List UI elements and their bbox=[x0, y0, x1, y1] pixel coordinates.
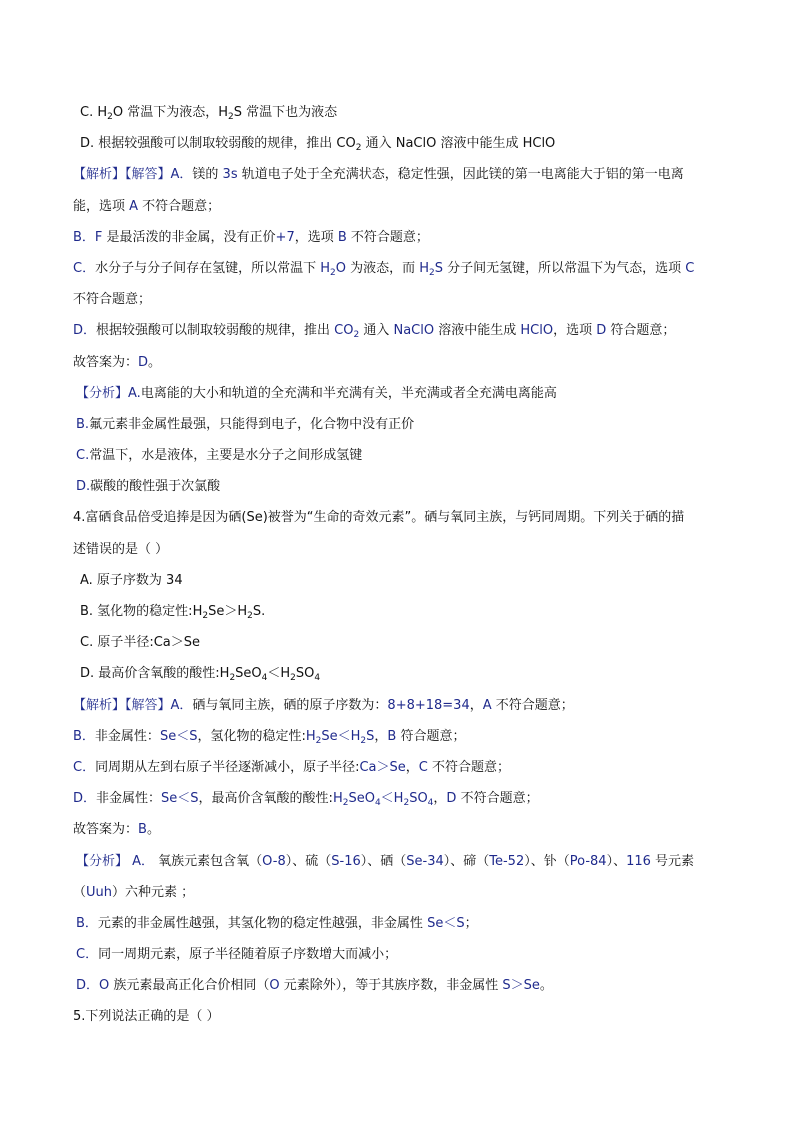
text-segment: ＜H bbox=[267, 666, 291, 682]
text-line bbox=[0, 502, 794, 533]
text-segment: 常温下，水是液体，主要是水分子之间形成氢键 bbox=[89, 448, 363, 464]
text-segment: 同一周期元素，原子半径随着原子序数增大而减小； bbox=[98, 947, 398, 963]
text-segment: B bbox=[337, 229, 347, 245]
text-segment: Te-52 bbox=[489, 853, 525, 869]
text-line bbox=[0, 1001, 794, 1032]
text-segment: SO bbox=[409, 791, 428, 807]
text-segment: Se-34 bbox=[406, 853, 444, 869]
text-segment: ，选项 bbox=[553, 323, 597, 339]
text-segment: Ca＞Se bbox=[359, 759, 406, 775]
text-line bbox=[0, 783, 794, 814]
text-line bbox=[0, 128, 794, 159]
text-segment: 不符合题意； bbox=[73, 292, 152, 308]
text-segment: O bbox=[335, 260, 346, 276]
text-segment: 电离能的大小和轨道的全充满和半充满有关，半充满或者全充满电离能高 bbox=[140, 385, 557, 401]
text-segment: Uuh bbox=[86, 884, 113, 900]
text-segment: Se＜S bbox=[161, 791, 199, 807]
text-segment: 同周期从左到右原子半径逐渐减小，原子半径: bbox=[95, 759, 360, 775]
text-line bbox=[0, 721, 794, 752]
text-segment: 不符合题意； bbox=[346, 229, 429, 245]
text-segment: SeO bbox=[348, 791, 375, 807]
subscript: 2 bbox=[353, 330, 360, 341]
text-line bbox=[0, 284, 794, 315]
text-segment: ， bbox=[405, 759, 419, 775]
text-segment: D． bbox=[73, 323, 97, 339]
text-segment: 氧族元素包含氧（ bbox=[154, 853, 263, 869]
text-line bbox=[0, 565, 794, 596]
text-line bbox=[0, 409, 794, 440]
text-segment: ）、碲（ bbox=[443, 853, 490, 869]
text-segment: C． bbox=[73, 260, 96, 276]
text-segment: 是最活泼的非金属，没有正价 bbox=[102, 229, 276, 245]
text-segment: ， bbox=[433, 791, 447, 807]
text-segment: ，选项 bbox=[294, 229, 338, 245]
text-segment: （ bbox=[73, 884, 87, 900]
subscript: 4 bbox=[427, 798, 434, 809]
text-segment: D bbox=[446, 791, 457, 807]
text-segment: 【分析】A. bbox=[76, 385, 141, 401]
text-segment: ＜H bbox=[380, 791, 404, 807]
subscript: 2 bbox=[228, 112, 234, 122]
text-segment: 不符合题意； bbox=[427, 759, 510, 775]
text-segment: 镁的 bbox=[192, 167, 223, 183]
text-segment: Se＜H bbox=[321, 728, 361, 744]
text-segment: 不符合题意； bbox=[456, 791, 539, 807]
text-segment: S. bbox=[252, 604, 266, 619]
subscript: 2 bbox=[403, 798, 410, 809]
text-segment: NaClO bbox=[393, 323, 435, 339]
text-segment: H bbox=[419, 260, 430, 276]
text-line bbox=[0, 752, 794, 783]
text-segment: ， bbox=[469, 697, 483, 713]
text-line bbox=[0, 347, 794, 378]
subscript: 4 bbox=[374, 798, 381, 809]
text-segment: ，最高价含氧酸的酸性: bbox=[198, 791, 333, 807]
text-segment: 。 bbox=[148, 354, 162, 370]
text-segment: O 常温下为液态，H bbox=[112, 105, 228, 120]
text-segment: D. 根据较强酸可以制取较弱酸的规律，推出 CO bbox=[80, 136, 356, 152]
text-line bbox=[0, 658, 794, 689]
text-line bbox=[0, 908, 794, 939]
text-line bbox=[0, 315, 794, 346]
text-segment: A bbox=[129, 198, 139, 214]
text-line bbox=[0, 596, 794, 627]
text-line bbox=[0, 877, 794, 908]
subscript: 2 bbox=[229, 673, 236, 684]
text-line bbox=[0, 471, 794, 502]
subscript: 4 bbox=[261, 673, 268, 684]
text-segment: ； bbox=[464, 915, 478, 931]
text-segment: 溶液中能生成 bbox=[434, 323, 521, 339]
text-segment: 通入 bbox=[359, 323, 394, 339]
text-segment: 能，选项 bbox=[73, 198, 130, 214]
text-segment: 【分析】 A． bbox=[76, 853, 155, 869]
text-segment: D．O bbox=[76, 978, 110, 994]
subscript: 2 bbox=[330, 267, 336, 278]
text-segment: 为液态，而 bbox=[345, 260, 420, 276]
text-line bbox=[0, 159, 794, 190]
text-segment: B． bbox=[76, 915, 98, 931]
text-segment: D． bbox=[73, 791, 97, 807]
text-segment: O bbox=[269, 978, 280, 994]
text-segment: S-16 bbox=[331, 853, 361, 869]
text-segment: 8+8+18=34 bbox=[387, 697, 470, 713]
text-segment: ）、钋（ bbox=[524, 853, 570, 869]
text-segment: H bbox=[305, 728, 316, 744]
text-segment: A. 原子序数为 34 bbox=[80, 572, 183, 588]
text-segment: S bbox=[366, 728, 375, 744]
subscript: 2 bbox=[202, 611, 209, 621]
text-segment: 分子间无氢键，所以常温下为气态，选项 bbox=[443, 260, 686, 276]
text-segment: CO bbox=[334, 323, 354, 339]
text-segment: Se＜S bbox=[159, 728, 198, 744]
text-segment: 不符合题意； bbox=[138, 198, 221, 214]
text-line bbox=[0, 253, 794, 284]
text-line bbox=[0, 814, 794, 845]
text-segment: 不符合题意； bbox=[491, 697, 574, 713]
text-segment: 号元素 bbox=[650, 853, 695, 869]
text-segment: 3s bbox=[222, 167, 238, 183]
text-segment: C bbox=[685, 260, 695, 276]
subscript: 4 bbox=[314, 673, 321, 684]
text-segment: B．F bbox=[73, 229, 103, 245]
text-segment: 元素的非金属性越强，其氢化物的稳定性越强，非金属性 bbox=[97, 915, 428, 931]
text-segment: 水分子与分子间存在氢键，所以常温下 bbox=[95, 260, 321, 276]
text-segment: HClO bbox=[520, 323, 554, 339]
text-segment: C bbox=[418, 759, 428, 775]
text-segment: ）、硫（ bbox=[285, 853, 332, 869]
text-segment: C． bbox=[73, 759, 96, 775]
text-segment: ，氢化物的稳定性: bbox=[197, 728, 306, 744]
text-line bbox=[0, 627, 794, 658]
text-segment: A bbox=[482, 697, 492, 713]
text-segment: D bbox=[596, 323, 607, 339]
subscript: 2 bbox=[107, 112, 113, 122]
text-segment: ）六种元素 ； bbox=[112, 884, 195, 900]
text-segment: ， bbox=[374, 728, 388, 744]
text-segment: H bbox=[320, 260, 330, 276]
subscript: 2 bbox=[355, 143, 362, 154]
text-segment: D. 最高价含氧酸的酸性:H bbox=[80, 666, 230, 682]
text-line bbox=[0, 846, 794, 877]
text-segment: C. 原子半径:Ca＞Se bbox=[80, 635, 201, 651]
text-segment: 故答案为： bbox=[73, 822, 139, 838]
text-segment: 116 bbox=[626, 853, 651, 869]
text-segment: 非金属性： bbox=[96, 791, 162, 807]
text-line bbox=[0, 970, 794, 1001]
document-page bbox=[0, 97, 794, 1033]
text-segment: B. bbox=[76, 416, 90, 432]
subscript: 2 bbox=[429, 267, 435, 278]
text-segment: 述错误的是（ ） bbox=[73, 541, 169, 557]
text-segment: 轨道电子处于全充满状态，稳定性强，因此镁的第一电离能大于铝的第一电离 bbox=[237, 167, 684, 183]
text-segment: D bbox=[138, 354, 149, 370]
subscript: 2 bbox=[360, 735, 367, 746]
text-segment: 氟元素非金属性最强，只能得到电子，化合物中没有正价 bbox=[89, 416, 415, 432]
text-segment: 。 bbox=[539, 978, 553, 994]
text-segment: 。 bbox=[146, 822, 160, 838]
text-line bbox=[0, 191, 794, 222]
text-segment: 【解析】【解答】A． bbox=[73, 167, 193, 183]
subscript: 2 bbox=[247, 611, 253, 621]
text-segment: S bbox=[434, 260, 444, 276]
text-line bbox=[0, 97, 794, 128]
text-segment: S 常温下也为液态 bbox=[233, 105, 338, 120]
text-segment: 通入 NaClO 溶液中能生成 HClO bbox=[361, 136, 556, 152]
text-segment: Se＞H bbox=[208, 604, 248, 619]
text-segment: O-8 bbox=[262, 853, 286, 869]
text-segment: C． bbox=[76, 947, 99, 963]
text-segment: 符合题意； bbox=[606, 323, 676, 339]
text-segment: ）、硒（ bbox=[360, 853, 407, 869]
subscript: 2 bbox=[290, 673, 296, 684]
text-segment: B bbox=[387, 728, 397, 744]
text-segment: Po-84 bbox=[569, 853, 607, 869]
subscript: 2 bbox=[342, 798, 349, 809]
text-segment: 4.富硒食品倍受追捧是因为硒(Se)被誉为“生命的奇效元素”。硒与氧同主族，与钙同周期。下列关于硒的描 bbox=[73, 510, 685, 526]
text-segment: B. 氢化物的稳定性:H bbox=[80, 604, 203, 619]
text-line bbox=[0, 440, 794, 471]
text-segment: +7 bbox=[275, 229, 295, 245]
text-segment: 族元素最高正化合价相同（ bbox=[109, 978, 270, 994]
text-segment: 符合题意； bbox=[396, 728, 466, 744]
text-segment: 元素除外），等于其族序数，非金属性 bbox=[279, 978, 503, 994]
text-line bbox=[0, 378, 794, 409]
text-segment: S＞Se bbox=[502, 978, 540, 994]
text-segment: 故答案为： bbox=[73, 354, 139, 370]
text-line bbox=[0, 939, 794, 970]
text-segment: Se＜S bbox=[427, 915, 465, 931]
text-segment: 【解析】【解答】A． bbox=[73, 697, 193, 713]
text-line bbox=[0, 534, 794, 565]
text-segment: ）、 bbox=[606, 853, 627, 869]
text-segment: 硒与氧同主族，硒的原子序数为： bbox=[192, 697, 388, 713]
subscript: 2 bbox=[315, 735, 322, 746]
text-segment: 碳酸的酸性强于次氯酸 bbox=[90, 479, 221, 495]
text-segment: H bbox=[332, 791, 343, 807]
text-segment: B bbox=[138, 822, 147, 838]
text-segment: B． bbox=[73, 728, 95, 744]
text-segment: 非金属性： bbox=[94, 728, 160, 744]
text-segment: C. H bbox=[80, 105, 108, 120]
text-segment: 5.下列说法正确的是（ ） bbox=[73, 1009, 220, 1025]
text-segment: D. bbox=[76, 479, 91, 495]
text-segment: C. bbox=[76, 448, 90, 464]
text-line bbox=[0, 690, 794, 721]
text-segment: 根据较强酸可以制取较弱酸的规律，推出 bbox=[96, 323, 335, 339]
text-segment: SeO bbox=[235, 666, 262, 682]
text-line bbox=[0, 222, 794, 253]
text-segment: SO bbox=[295, 666, 315, 682]
